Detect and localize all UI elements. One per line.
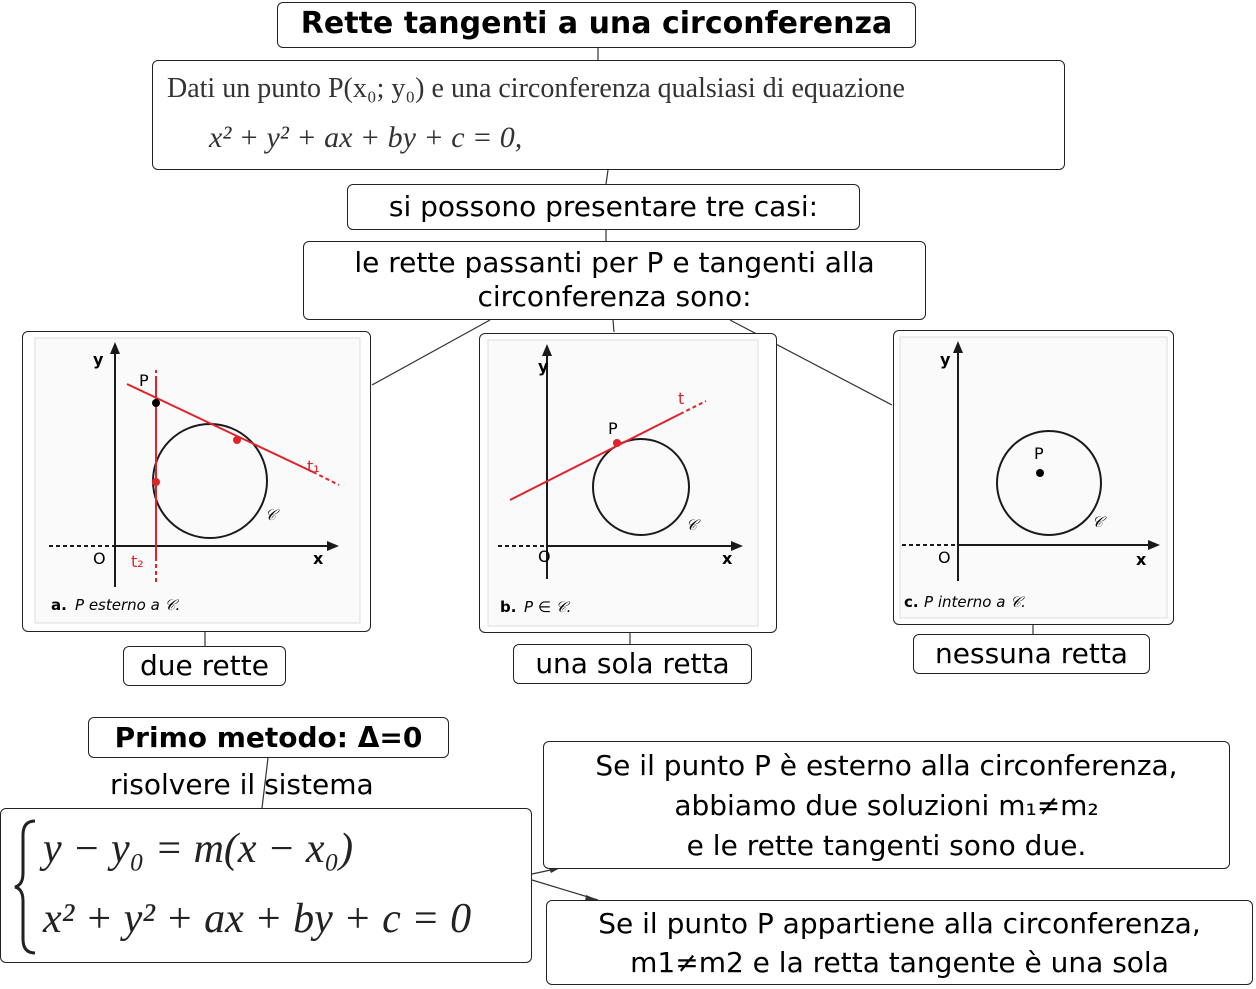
circle-label: 𝒞	[265, 506, 276, 524]
result-two-lines: due rette	[123, 646, 286, 686]
point-label: P	[139, 371, 149, 390]
point-p	[613, 439, 621, 447]
method-title: Primo metodo: Δ=0	[88, 717, 449, 758]
outcome-external-line-1: Se il punto P è esterno alla circonferenza,	[595, 749, 1178, 782]
statement-line-1: le rette passanti per P e tangenti alla	[354, 246, 875, 279]
caption-text: P ∈ 𝒞.	[524, 598, 572, 616]
outcome-on-circle-line-1: Se il punto P appartiene alla circonferenza,	[598, 907, 1201, 940]
t2-label: t₂	[131, 552, 144, 571]
point-label: P	[608, 419, 618, 438]
method-subtitle: risolvere il sistema	[110, 768, 374, 801]
figure-a-box	[22, 331, 371, 632]
tangency-point-1	[233, 436, 241, 444]
statement-line-2: circonferenza sono:	[477, 280, 752, 313]
point-label: P	[1034, 444, 1044, 463]
outcome-on-circle	[546, 900, 1253, 985]
figure-a-diagram	[23, 332, 370, 631]
t1-label: t₁	[307, 457, 320, 476]
circle-label: 𝒞	[686, 516, 697, 534]
caption-letter: b.	[500, 598, 517, 616]
caption-text: P esterno a 𝒞.	[75, 596, 181, 614]
origin-label: O	[538, 547, 551, 566]
figure-b-diagram	[480, 334, 776, 632]
y-label: y	[940, 350, 951, 369]
point-p	[152, 399, 160, 407]
x-label: x	[722, 549, 733, 568]
intro-line-1: Dati un punto P(x₀; y₀) e una circonferenza qualsiasi di equazione	[167, 73, 905, 104]
caption-letter: a.	[51, 596, 67, 614]
equation-1: y − y₀ = m(x − x₀)	[43, 826, 354, 872]
figure-c-box	[893, 330, 1174, 625]
point-p	[1036, 469, 1044, 477]
outcome-external	[543, 741, 1230, 869]
intro-box	[152, 60, 1065, 170]
outcome-external-line-3: e le rette tangenti sono due.	[686, 829, 1087, 862]
figure-c-diagram	[894, 331, 1173, 624]
circle-label: 𝒞	[1092, 513, 1103, 531]
equation-2: x² + y² + ax + by + c = 0	[43, 896, 472, 942]
caption-text: P interno a 𝒞.	[924, 593, 1026, 611]
equation-system-box	[0, 808, 532, 963]
cases-intro: si possono presentare tre casi:	[347, 184, 860, 230]
intro-equation: x² + y² + ax + by + c = 0,	[209, 121, 523, 154]
tangency-point-2	[152, 478, 160, 486]
result-no-lines: nessuna retta	[913, 634, 1150, 674]
t-label: t	[678, 389, 685, 408]
x-label: x	[313, 549, 324, 568]
origin-label: O	[93, 549, 106, 568]
outcome-external-line-2: abbiamo due soluzioni m₁≠m₂	[674, 789, 1099, 822]
y-label: y	[538, 357, 549, 376]
origin-label: O	[938, 548, 951, 567]
tangent-lines-statement	[303, 241, 926, 320]
result-one-line: una sola retta	[513, 644, 752, 684]
x-label: x	[1136, 550, 1147, 569]
outcome-on-circle-line-2: m1≠m2 e la retta tangente è una sola	[630, 946, 1169, 979]
y-label: y	[93, 350, 104, 369]
page-title: Rette tangenti a una circonferenza	[277, 2, 916, 48]
system-brace	[11, 817, 41, 957]
figure-b-box	[479, 333, 777, 633]
caption-letter: c.	[904, 593, 919, 611]
